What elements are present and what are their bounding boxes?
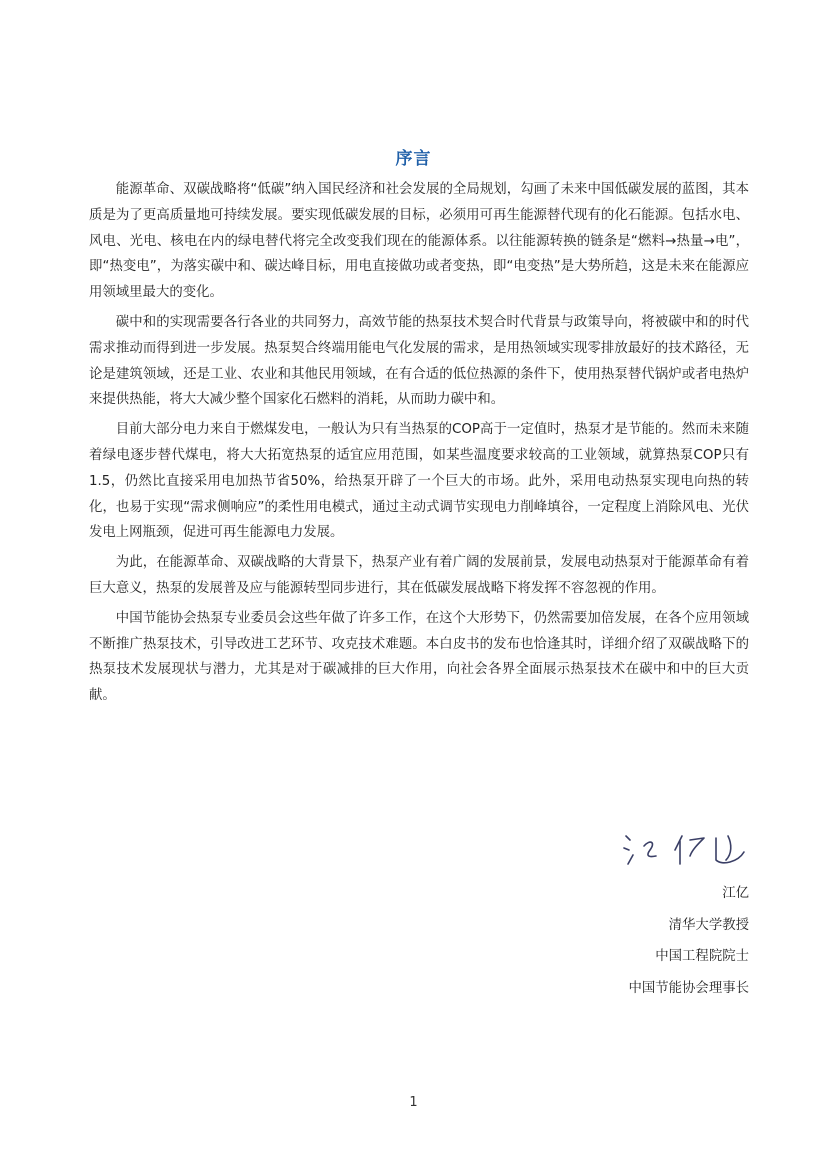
preface-body [89, 177, 749, 713]
paragraph-2: 碳中和的实现需要各行各业的共同努力，高效节能的热泵技术契合时代背景与政策导向，将被碳中和的时代需求推动而得到进一步发展。热泵契合终端用能电气化发展的需求，是用热领域实现零排放最好的技术路径，无论是建筑领域，还是工业、农业和其他民用领域，在有合适的低位热源的条件下，使用热泵替代锅炉或者电热炉来提供热能，将大大减少整个国家化石燃料的消耗，从而助力碳中和。 [89, 314, 749, 408]
signatory-role: 中国节能协会理事长 [628, 980, 749, 996]
paragraph-5: 中国节能协会热泵专业委员会这些年做了许多工作，在这个大形势下，仍然需要加倍发展，在各个应用领域不断推广热泵技术，引导改进工艺环节、攻克技术难题。本白皮书的发布也恰逢其时，详细介绍了双碳战略下的热泵技术发展现状与潜力，尤其是对于碳减排的巨大作用，向社会各界全面展示热泵技术在碳中和中的巨大贡献。 [89, 610, 749, 704]
paragraph-3: 目前大部分电力来自于燃煤发电，一般认为只有当热泵的COP高于一定值时，热泵才是节能的。然而未来随着绿电逐步替代煤电，将大大拓宽热泵的适宜应用范围，如某些温度要求较高的工业领域，就算热泵COP只有1.5，仍然比直接采用电加热节省50%，给热泵开辟了一个巨大的市场。此外，采用电动热泵实现电向热的转化，也易于实现“需求侧响应”的柔性用电模式，通过主动式调节实现电力削峰填谷，一定程度上消除风电、光伏发电上网瓶颈，促进可再生能源电力发展。 [89, 422, 749, 541]
handwritten-signature [620, 826, 750, 870]
paragraph-4: 为此，在能源革命、双碳战略的大背景下，热泵产业有着广阔的发展前景，发展电动热泵对于能源革命有着巨大意义，热泵的发展普及应与能源转型同步进行，其在低碳发展战略下将发挥不容忽视的作用。 [89, 555, 749, 596]
page-title: 序言 [395, 149, 432, 169]
signatory-name: 江亿 [722, 886, 749, 901]
paragraph-1: 能源革命、双碳战略将“低碳”纳入国民经济和社会发展的全局规划，勾画了未来中国低碳发展的蓝图，其本质是为了更高质量地可持续发展。要实现低碳发展的目标，必须用可再生能源替代现有的化石能源。包括水电、风电、光电、核电在内的绿电替代将完全改变我们现在的能源体系。以往能源转换的链条是“燃料→热量→电”，即“热变电”，为落实碳中和、碳达峰目标，用电直接做功或者变热，即“电变热”是大势所趋，这是未来在能源应用领域里最大的变化。 [89, 182, 749, 301]
signature-block [628, 878, 749, 1004]
page-number: 1 [409, 1095, 418, 1110]
signatory-academy: 中国工程院院士 [655, 949, 749, 964]
signatory-affiliation: 清华大学教授 [668, 917, 749, 933]
